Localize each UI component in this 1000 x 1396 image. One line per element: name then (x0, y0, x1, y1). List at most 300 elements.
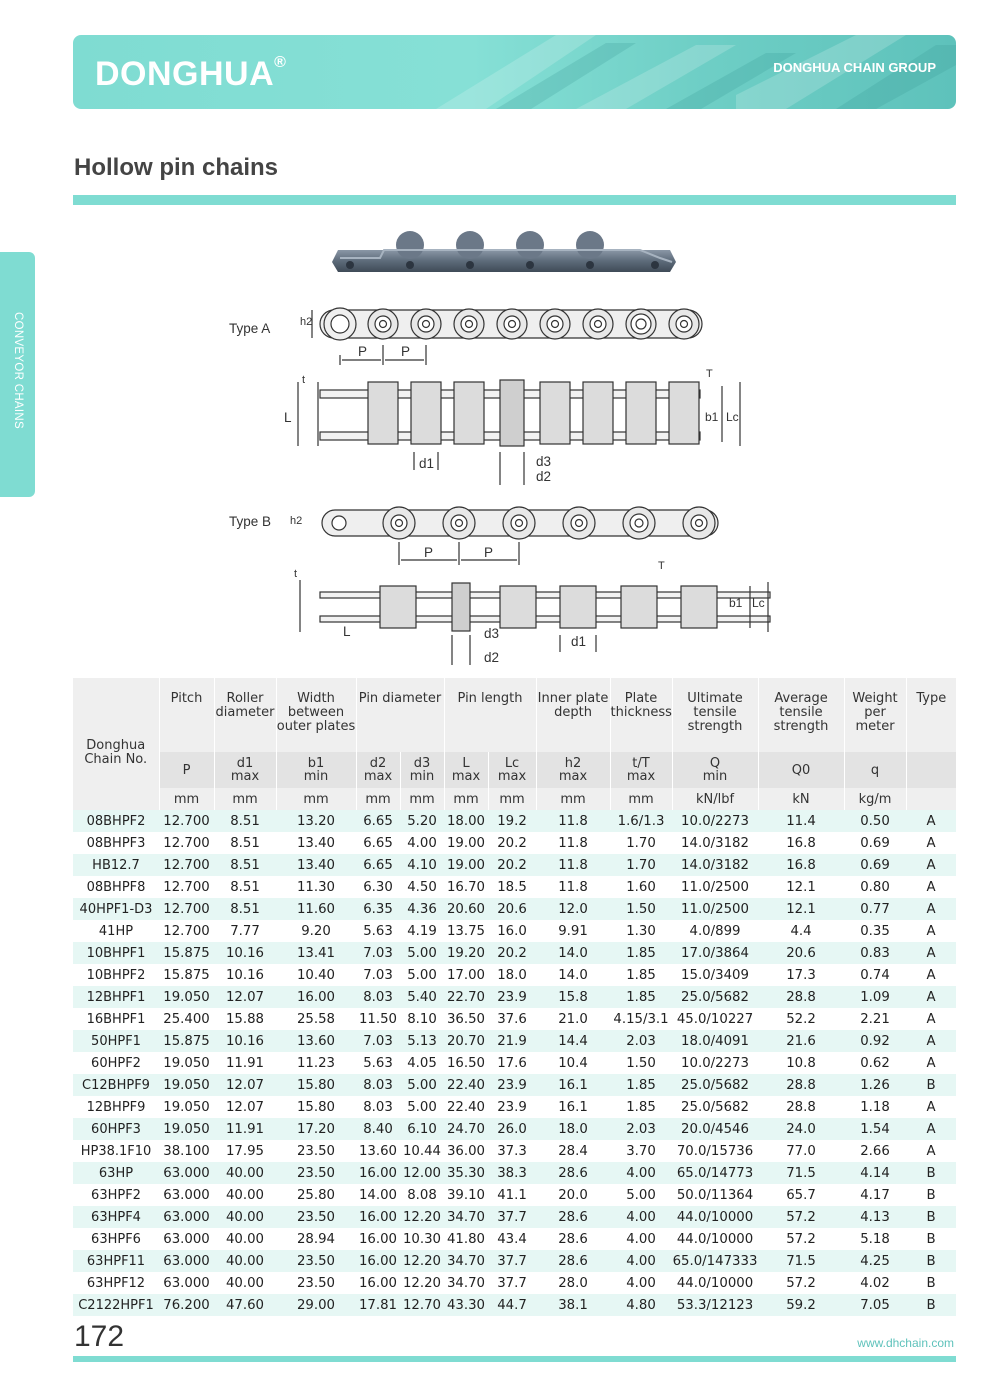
unit-cell: mm (159, 788, 214, 810)
table-cell: 10.0/2273 (672, 810, 758, 832)
table-cell: 4.02 (844, 1272, 906, 1294)
symbol-cell (906, 752, 956, 788)
table-cell: 28.0 (536, 1272, 610, 1294)
table-cell: 65.7 (758, 1184, 844, 1206)
table-cell: 41.1 (488, 1184, 536, 1206)
symbol-cell: d1 max (214, 752, 276, 788)
table-cell: 13.40 (276, 832, 356, 854)
table-cell: 11.91 (214, 1052, 276, 1074)
table-cell: 0.69 (844, 854, 906, 876)
table-cell: 15.875 (159, 1030, 214, 1052)
table-cell: 23.50 (276, 1250, 356, 1272)
table-cell: 2.66 (844, 1140, 906, 1162)
table-cell: 1.6/1.3 (610, 810, 672, 832)
table-cell: 16.8 (758, 832, 844, 854)
table-cell: 28.6 (536, 1162, 610, 1184)
table-cell: B (906, 1074, 956, 1096)
table-cell: 5.00 (400, 1096, 444, 1118)
table-cell: 19.00 (444, 854, 488, 876)
chain-no-cell: 08BHPF2 (73, 810, 159, 832)
table-cell: 36.00 (444, 1140, 488, 1162)
table-cell: 11.8 (536, 832, 610, 854)
table-cell: 16.70 (444, 876, 488, 898)
chain-no-cell: 10BHPF1 (73, 942, 159, 964)
table-cell: 4.00 (610, 1206, 672, 1228)
symbol-cell: d2 max (356, 752, 400, 788)
table-cell: 15.88 (214, 1008, 276, 1030)
table-cell: 41.80 (444, 1228, 488, 1250)
table-cell: 34.70 (444, 1206, 488, 1228)
table-cell: 37.3 (488, 1140, 536, 1162)
table-cell: 1.18 (844, 1096, 906, 1118)
table-cell: 19.20 (444, 942, 488, 964)
table-cell: 8.51 (214, 854, 276, 876)
table-cell: 4.4 (758, 920, 844, 942)
table-row (73, 832, 956, 854)
table-cell: 20.0 (536, 1184, 610, 1206)
table-cell: 16.1 (536, 1074, 610, 1096)
table-cell: 63.000 (159, 1228, 214, 1250)
table-cell: 17.95 (214, 1140, 276, 1162)
table-cell: A (906, 1096, 956, 1118)
table-cell: 7.03 (356, 1030, 400, 1052)
table-cell: 23.50 (276, 1272, 356, 1294)
table-unit-row (73, 788, 956, 810)
table-cell: 5.13 (400, 1030, 444, 1052)
symbol-cell: Q min (672, 752, 758, 788)
table-cell: 14.0/3182 (672, 854, 758, 876)
table-cell: 2.03 (610, 1118, 672, 1140)
table-cell: 1.85 (610, 964, 672, 986)
table-cell: 17.0/3864 (672, 942, 758, 964)
table-cell: 5.63 (356, 1052, 400, 1074)
table-cell: 8.51 (214, 876, 276, 898)
table-cell: 16.00 (356, 1228, 400, 1250)
table-cell: 36.50 (444, 1008, 488, 1030)
table-cell: 24.0 (758, 1118, 844, 1140)
table-cell: 8.10 (400, 1008, 444, 1030)
table-cell: 76.200 (159, 1294, 214, 1316)
col-weight: Weight per meter (844, 678, 906, 752)
group-name: DONGHUA CHAIN GROUP (773, 60, 936, 75)
table-cell: B (906, 1228, 956, 1250)
title-underline (73, 195, 956, 205)
table-cell: 5.00 (610, 1184, 672, 1206)
table-cell: 1.70 (610, 832, 672, 854)
table-cell: A (906, 810, 956, 832)
table-row (73, 1052, 956, 1074)
chain-no-cell: 60HPF3 (73, 1118, 159, 1140)
table-cell: 4.50 (400, 876, 444, 898)
table-cell: B (906, 1184, 956, 1206)
table-row (73, 1140, 956, 1162)
symbol-cell: t/T max (610, 752, 672, 788)
table-cell: 12.700 (159, 832, 214, 854)
dim-lc-b: Lc (752, 596, 765, 610)
dim-p-b2: P (484, 545, 494, 560)
table-cell: 0.35 (844, 920, 906, 942)
table-cell: 24.70 (444, 1118, 488, 1140)
table-cell: 0.50 (844, 810, 906, 832)
table-cell: 40.00 (214, 1184, 276, 1206)
chain-no-cell: 63HP (73, 1162, 159, 1184)
chain-no-cell: 63HPF4 (73, 1206, 159, 1228)
table-cell: 10.30 (400, 1228, 444, 1250)
table-cell: 5.18 (844, 1228, 906, 1250)
table-cell: 11.0/2500 (672, 876, 758, 898)
unit-cell: kN (758, 788, 844, 810)
table-cell: 26.0 (488, 1118, 536, 1140)
table-cell: 9.20 (276, 920, 356, 942)
table-row (73, 1206, 956, 1228)
table-cell: 13.40 (276, 854, 356, 876)
brand-logo: DONGHUA® (95, 53, 287, 93)
table-cell: 70.0/15736 (672, 1140, 758, 1162)
table-cell: 19.2 (488, 810, 536, 832)
table-cell: 4.17 (844, 1184, 906, 1206)
table-cell: 12.700 (159, 920, 214, 942)
table-cell: 11.60 (276, 898, 356, 920)
table-row (73, 1008, 956, 1030)
table-cell: A (906, 832, 956, 854)
table-cell: 20.6 (488, 898, 536, 920)
table-cell: 10.16 (214, 1030, 276, 1052)
unit-cell: mm (488, 788, 536, 810)
col-pin-length: Pin length (444, 678, 536, 752)
table-cell: 5.40 (400, 986, 444, 1008)
table-cell: 23.9 (488, 986, 536, 1008)
table-cell: 57.2 (758, 1228, 844, 1250)
table-cell: 40.00 (214, 1272, 276, 1294)
chain-no-cell: 12BHPF9 (73, 1096, 159, 1118)
type-a-side-view (312, 308, 702, 365)
chain-no-cell: HB12.7 (73, 854, 159, 876)
page-number: 172 (74, 1320, 125, 1353)
table-cell: A (906, 854, 956, 876)
table-cell: 16.00 (276, 986, 356, 1008)
table-cell: 4.10 (400, 854, 444, 876)
page-title: Hollow pin chains (74, 154, 279, 181)
website-link[interactable]: www.dhchain.com (857, 1336, 954, 1350)
table-cell: 25.0/5682 (672, 1096, 758, 1118)
table-row (73, 810, 956, 832)
table-cell: 59.2 (758, 1294, 844, 1316)
unit-cell: mm (276, 788, 356, 810)
unit-cell: kg/m (844, 788, 906, 810)
symbol-cell: h2 max (536, 752, 610, 788)
table-cell: 10.8 (758, 1052, 844, 1074)
chain-no-cell: HP38.1F10 (73, 1140, 159, 1162)
table-cell: 63.000 (159, 1272, 214, 1294)
table-cell: 45.0/10227 (672, 1008, 758, 1030)
table-cell: A (906, 876, 956, 898)
table-cell: 37.7 (488, 1272, 536, 1294)
table-cell: 23.50 (276, 1162, 356, 1184)
table-cell: 4.25 (844, 1250, 906, 1272)
chain-diagram (0, 220, 1000, 680)
chain-photo (332, 231, 676, 272)
table-cell: B (906, 1162, 956, 1184)
table-cell: 4.00 (610, 1272, 672, 1294)
table-cell: 12.07 (214, 1074, 276, 1096)
table-row (73, 876, 956, 898)
dim-b1-a: b1 (705, 410, 719, 424)
table-cell: 14.00 (356, 1184, 400, 1206)
table-cell: 28.8 (758, 986, 844, 1008)
table-cell: 4.00 (610, 1162, 672, 1184)
table-cell: 8.51 (214, 832, 276, 854)
table-cell: 12.700 (159, 898, 214, 920)
table-cell: 16.1 (536, 1096, 610, 1118)
table-cell: 6.35 (356, 898, 400, 920)
table-cell: 52.2 (758, 1008, 844, 1030)
table-cell: 57.2 (758, 1272, 844, 1294)
table-cell: 12.0 (536, 898, 610, 920)
table-cell: 38.3 (488, 1162, 536, 1184)
table-cell: 8.40 (356, 1118, 400, 1140)
symbol-cell: b1 min (276, 752, 356, 788)
table-cell: 77.0 (758, 1140, 844, 1162)
unit-cell: mm (444, 788, 488, 810)
table-cell: 13.60 (356, 1140, 400, 1162)
dim-t-a: t (302, 374, 306, 386)
table-cell: 22.40 (444, 1074, 488, 1096)
col-average: Average tensile strength (758, 678, 844, 752)
chain-no-cell: 40HPF1-D3 (73, 898, 159, 920)
type-b-top-view (300, 580, 770, 665)
table-row (73, 1118, 956, 1140)
table-cell: 8.51 (214, 898, 276, 920)
table-cell: 10.44 (400, 1140, 444, 1162)
dim-p-a2: P (401, 344, 411, 359)
dim-d3-a: d3 (536, 454, 552, 469)
unit-cell: mm (356, 788, 400, 810)
table-cell: 63.000 (159, 1162, 214, 1184)
table-cell: 6.65 (356, 854, 400, 876)
table-cell: 4.80 (610, 1294, 672, 1316)
table-cell: A (906, 920, 956, 942)
table-cell: 34.70 (444, 1272, 488, 1294)
table-row (73, 920, 956, 942)
table-cell: 63.000 (159, 1184, 214, 1206)
table-cell: 12.00 (400, 1162, 444, 1184)
table-cell: 25.58 (276, 1008, 356, 1030)
table-cell: 0.62 (844, 1052, 906, 1074)
table-cell: A (906, 1118, 956, 1140)
table-row (73, 1294, 956, 1316)
table-cell: 38.100 (159, 1140, 214, 1162)
table-cell: 4.36 (400, 898, 444, 920)
dim-p-b1: P (424, 545, 434, 560)
table-cell: 14.4 (536, 1030, 610, 1052)
chain-no-cell: 08BHPF3 (73, 832, 159, 854)
table-cell: 40.00 (214, 1206, 276, 1228)
table-cell: 5.00 (400, 1074, 444, 1096)
table-symbol-row (73, 752, 956, 788)
table-cell: 4.00 (610, 1250, 672, 1272)
table-row (73, 1228, 956, 1250)
table-cell: 17.3 (758, 964, 844, 986)
table-cell: 1.85 (610, 1096, 672, 1118)
table-cell: 5.00 (400, 942, 444, 964)
type-a-top-view (298, 380, 740, 485)
table-cell: 25.400 (159, 1008, 214, 1030)
table-row (73, 898, 956, 920)
table-cell: 12.20 (400, 1272, 444, 1294)
table-cell: 15.875 (159, 942, 214, 964)
table-cell: 28.6 (536, 1206, 610, 1228)
table-cell: 13.41 (276, 942, 356, 964)
table-cell: 11.0/2500 (672, 898, 758, 920)
table-cell: 40.00 (214, 1228, 276, 1250)
table-cell: 16.00 (356, 1250, 400, 1272)
table-cell: 35.30 (444, 1162, 488, 1184)
table-row (73, 986, 956, 1008)
table-cell: 34.70 (444, 1250, 488, 1272)
table-cell: 13.60 (276, 1030, 356, 1052)
table-cell: 12.700 (159, 810, 214, 832)
table-cell: 20.70 (444, 1030, 488, 1052)
table-cell: 11.91 (214, 1118, 276, 1140)
table-cell: 43.30 (444, 1294, 488, 1316)
table-cell: 20.6 (758, 942, 844, 964)
table-cell: 14.0 (536, 964, 610, 986)
table-cell: 7.03 (356, 964, 400, 986)
table-cell: 44.0/10000 (672, 1228, 758, 1250)
table-cell: A (906, 1030, 956, 1052)
table-cell: 16.8 (758, 854, 844, 876)
table-cell: 20.2 (488, 942, 536, 964)
symbol-cell: Q0 (758, 752, 844, 788)
table-header-row (73, 678, 956, 752)
spec-table-wrapper (73, 678, 956, 1316)
table-cell: 18.0 (536, 1118, 610, 1140)
table-cell: 25.0/5682 (672, 1074, 758, 1096)
table-cell: 15.875 (159, 964, 214, 986)
table-cell: 0.77 (844, 898, 906, 920)
col-width: Width between outer plates (276, 678, 356, 752)
table-cell: 12.07 (214, 986, 276, 1008)
table-cell: 7.03 (356, 942, 400, 964)
dim-d2-a: d2 (536, 469, 552, 484)
chain-no-cell: C2122HPF1 (73, 1294, 159, 1316)
table-cell: A (906, 898, 956, 920)
col-ultimate: Ultimate tensile strength (672, 678, 758, 752)
table-cell: B (906, 1250, 956, 1272)
table-row (73, 1096, 956, 1118)
table-cell: 50.0/11364 (672, 1184, 758, 1206)
table-cell: 20.60 (444, 898, 488, 920)
table-cell: 9.91 (536, 920, 610, 942)
table-cell: 23.9 (488, 1096, 536, 1118)
table-cell: 20.2 (488, 832, 536, 854)
table-cell: 21.9 (488, 1030, 536, 1052)
table-cell: 39.10 (444, 1184, 488, 1206)
table-cell: 19.050 (159, 1118, 214, 1140)
table-cell: 14.0/3182 (672, 832, 758, 854)
table-cell: 43.4 (488, 1228, 536, 1250)
table-cell: 1.60 (610, 876, 672, 898)
table-cell: 71.5 (758, 1162, 844, 1184)
chain-drawings (0, 220, 1000, 680)
side-tab-label: CONVEYOR CHAINS (12, 312, 24, 429)
table-cell: 57.2 (758, 1206, 844, 1228)
table-row (73, 1074, 956, 1096)
dim-lc-a: Lc (726, 410, 739, 424)
dim-d1-b: d1 (571, 634, 587, 649)
table-cell: 40.00 (214, 1162, 276, 1184)
symbol-cell: P (159, 752, 214, 788)
dim-h2-a: h2 (300, 316, 313, 328)
dim-d2-b: d2 (484, 650, 500, 665)
table-cell: 14.0 (536, 942, 610, 964)
header-banner (73, 35, 956, 109)
chain-no-cell: 41HP (73, 920, 159, 942)
symbol-cell: L max (444, 752, 488, 788)
table-cell: 13.20 (276, 810, 356, 832)
table-cell: 1.26 (844, 1074, 906, 1096)
unit-cell: kN/lbf (672, 788, 758, 810)
table-cell: 53.3/12123 (672, 1294, 758, 1316)
footer-bar (73, 1356, 956, 1362)
type-a-label: Type A (229, 321, 271, 336)
table-cell: B (906, 1272, 956, 1294)
col-pin-diameter: Pin diameter (356, 678, 444, 752)
chain-no-cell: 63HPF6 (73, 1228, 159, 1250)
table-cell: 4.19 (400, 920, 444, 942)
table-row (73, 964, 956, 986)
dim-b1-b: b1 (729, 596, 743, 610)
table-cell: 28.6 (536, 1250, 610, 1272)
col-roller: Roller diameter (214, 678, 276, 752)
table-cell: 11.8 (536, 854, 610, 876)
table-cell: A (906, 986, 956, 1008)
table-cell: 18.0 (488, 964, 536, 986)
table-cell: 4.00 (610, 1228, 672, 1250)
table-cell: A (906, 964, 956, 986)
table-cell: B (906, 1206, 956, 1228)
symbol-cell: Lc max (488, 752, 536, 788)
table-cell: 28.94 (276, 1228, 356, 1250)
col-type: Type (906, 678, 956, 752)
table-cell: 15.80 (276, 1096, 356, 1118)
col-pitch: Pitch (159, 678, 214, 752)
unit-cell (906, 788, 956, 810)
table-cell: 71.5 (758, 1250, 844, 1272)
table-cell: 37.7 (488, 1206, 536, 1228)
dim-p-a1: P (358, 344, 368, 359)
table-cell: 12.70 (400, 1294, 444, 1316)
table-cell: 1.85 (610, 986, 672, 1008)
table-row (73, 1162, 956, 1184)
table-cell: 12.700 (159, 854, 214, 876)
table-cell: 16.00 (356, 1272, 400, 1294)
unit-cell: mm (610, 788, 672, 810)
dim-t-b: t (294, 568, 298, 580)
table-cell: 28.8 (758, 1096, 844, 1118)
table-cell: 18.00 (444, 810, 488, 832)
table-cell: 15.8 (536, 986, 610, 1008)
table-cell: 20.2 (488, 854, 536, 876)
table-cell: 4.15/3.1 (610, 1008, 672, 1030)
table-cell: A (906, 1008, 956, 1030)
dim-d3-b: d3 (484, 626, 500, 641)
table-cell: 28.8 (758, 1074, 844, 1096)
table-cell: 12.20 (400, 1206, 444, 1228)
table-cell: 19.050 (159, 1096, 214, 1118)
table-cell: 16.00 (356, 1206, 400, 1228)
table-cell: 19.050 (159, 1052, 214, 1074)
